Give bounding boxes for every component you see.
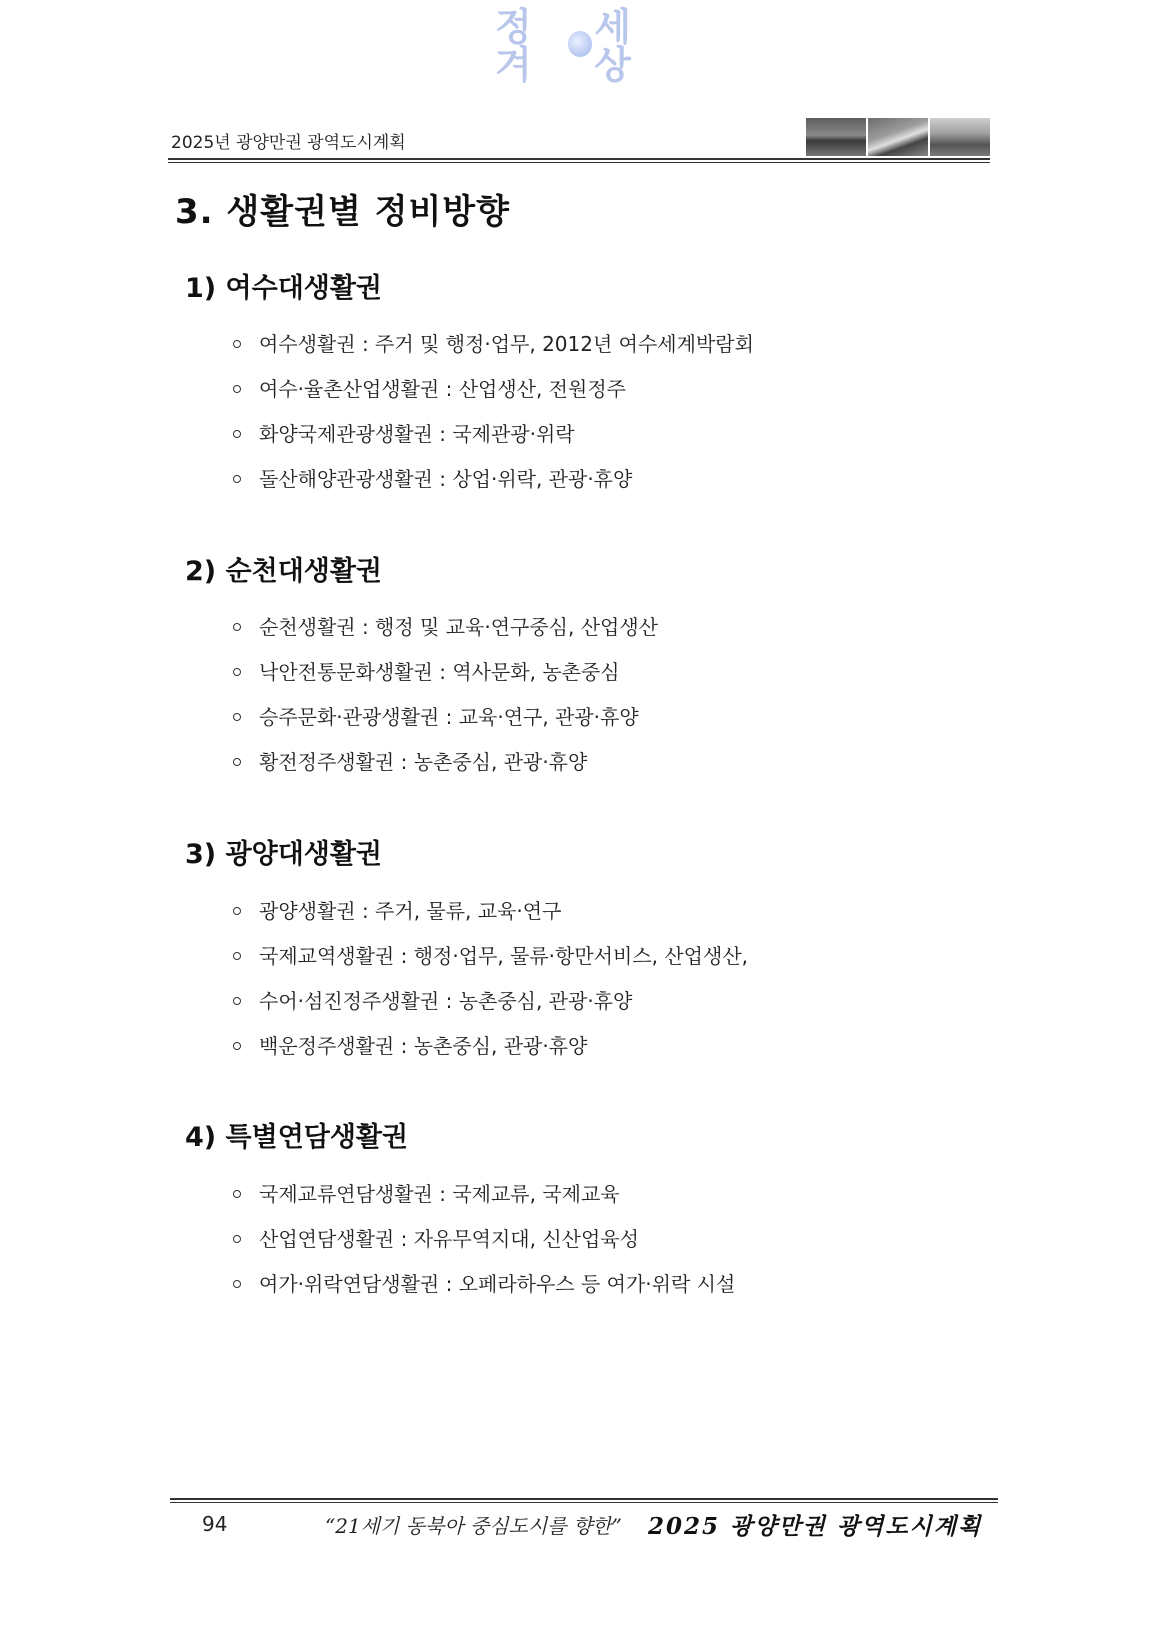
list-item-text: 산업연담생활권 : 자유무역지대, 신산업육성	[259, 1227, 639, 1251]
list-item	[233, 1223, 639, 1252]
subsection-title: 1) 여수대생활권	[185, 273, 383, 304]
list-item	[233, 1178, 620, 1207]
list-item-text: 여수생활권 : 주거 및 행정·업무, 2012년 여수세계박람회	[259, 332, 754, 356]
running-title: 2025년 광양만권 광역도시계획	[171, 133, 406, 153]
header-logo	[495, 4, 665, 87]
list-item	[233, 1268, 735, 1297]
list-item-text: 국제교류연담생활권 : 국제교류, 국제교육	[259, 1182, 620, 1206]
header-photo-strip	[806, 118, 990, 156]
list-item	[233, 656, 620, 685]
list-item-text: 순천생활권 : 행정 및 교육·연구중심, 산업생산	[259, 615, 658, 639]
bullet-icon	[233, 713, 241, 721]
bullet-icon	[233, 430, 241, 438]
sun-icon	[568, 31, 592, 57]
footer-plan-title: 2025 광양만권 광역도시계획	[648, 1513, 983, 1540]
list-item	[233, 940, 748, 969]
bullet-icon	[233, 340, 241, 348]
list-item-text: 낙안전통문화생활권 : 역사문화, 농촌중심	[259, 660, 620, 684]
subsection-title: 2) 순천대생활권	[185, 556, 383, 587]
list-item	[233, 611, 658, 640]
list-item	[233, 985, 632, 1014]
list-item-text: 승주문화·관광생활권 : 교육·연구, 관광·휴양	[259, 705, 639, 729]
subsection-title: 4) 특별연담생활권	[185, 1122, 409, 1153]
list-item-text: 국제교역생활권 : 행정·업무, 물류·항만서비스, 산업생산,	[259, 944, 748, 968]
list-item	[233, 463, 632, 492]
header-rule	[168, 158, 990, 160]
bullet-icon	[233, 1235, 241, 1243]
bullet-icon	[233, 1042, 241, 1050]
list-item-text: 여수·율촌산업생활권 : 산업생산, 전원정주	[259, 377, 626, 401]
footer-quote: “21세기 동북아 중심도시를 향한”	[325, 1514, 622, 1538]
landscape-photo-3	[930, 118, 990, 156]
header-rule-thin	[168, 162, 990, 163]
landscape-photo-1	[806, 118, 866, 156]
bullet-icon	[233, 997, 241, 1005]
bullet-icon	[233, 907, 241, 915]
footer-rule	[170, 1498, 998, 1500]
bullet-icon	[233, 668, 241, 676]
bullet-icon	[233, 385, 241, 393]
page-number: 94	[202, 1512, 228, 1536]
list-item	[233, 328, 754, 357]
list-item-text: 돌산해양관광생활권 : 상업·위락, 관광·휴양	[259, 467, 633, 491]
logo-text-right: 세상	[594, 4, 632, 87]
bullet-icon	[233, 623, 241, 631]
bullet-icon	[233, 952, 241, 960]
list-item-text: 여가·위락연담생활권 : 오페라하우스 등 여가·위락 시설	[259, 1272, 736, 1296]
list-item-text: 황전정주생활권 : 농촌중심, 관광·휴양	[259, 750, 588, 774]
footer-rule-thin	[170, 1502, 998, 1503]
list-item	[233, 373, 626, 402]
list-item-text: 수어·섬진정주생활권 : 농촌중심, 관광·휴양	[259, 989, 633, 1013]
list-item	[233, 1030, 587, 1059]
list-item	[233, 418, 575, 447]
list-item-text: 화양국제관광생활권 : 국제관광·위락	[259, 422, 575, 446]
list-item-text: 광양생활권 : 주거, 물류, 교육·연구	[259, 899, 562, 923]
list-item-text: 백운정주생활권 : 농촌중심, 관광·휴양	[259, 1034, 588, 1058]
section-title: 3. 생활권별 정비방향	[175, 192, 510, 232]
bullet-icon	[233, 1280, 241, 1288]
logo-text-left: 정겨	[495, 4, 533, 87]
bullet-icon	[233, 1190, 241, 1198]
list-item	[233, 746, 587, 775]
landscape-photo-2	[868, 118, 928, 156]
subsection-title: 3) 광양대생활권	[185, 839, 383, 870]
bullet-icon	[233, 475, 241, 483]
list-item	[233, 895, 561, 924]
bullet-icon	[233, 758, 241, 766]
running-header	[168, 118, 990, 158]
list-item	[233, 701, 639, 730]
